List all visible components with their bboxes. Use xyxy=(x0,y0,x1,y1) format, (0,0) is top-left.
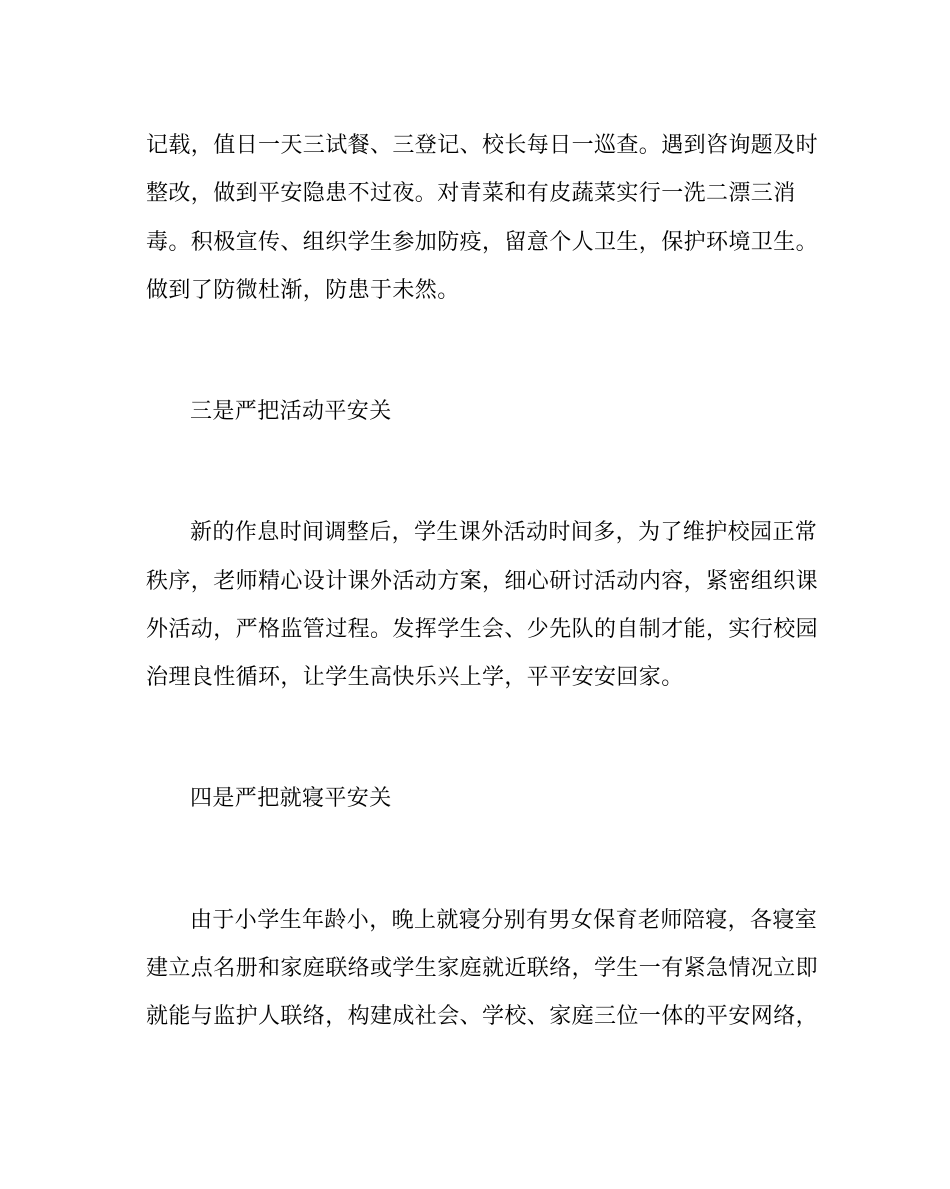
paragraph-line: 就能与监护人联络，构建成社会、学校、家庭三位一体的平安网络， xyxy=(146,1004,819,1029)
paragraph-line: 整改，做到平安隐患不过夜。对青菜和有皮蔬菜实行一洗二漂三消 xyxy=(146,181,796,206)
paragraph-line: 秩序，老师精心设计课外活动方案，细心研讨活动内容，紧密组织课 xyxy=(146,569,819,594)
paragraph-line: 建立点名册和家庭联络或学生家庭就近联络，学生一有紧急情况立即 xyxy=(146,956,819,981)
paragraph-line: 毒。积极宣传、组织学生参加防疫，留意个人卫生，保护环境卫生。 xyxy=(146,230,819,255)
paragraph-line: 新的作息时间调整后，学生课外活动时间多，为了维护校园正常 xyxy=(190,520,818,545)
paragraph-line: 治理良性循环，让学生高快乐兴上学，平平安安回家。 xyxy=(146,665,684,690)
section-heading-bedtime-safety: 四是严把就寝平安关 xyxy=(190,786,392,811)
paragraph-line: 做到了防微杜渐，防患于未然。 xyxy=(146,278,460,303)
paragraph-line: 记载，值日一天三试餐、三登记、校长每日一巡查。遇到咨询题及时 xyxy=(146,133,819,158)
section-heading-activity-safety: 三是严把活动平安关 xyxy=(190,399,392,424)
paragraph-line: 外活动，严格监管过程。发挥学生会、少先队的自制才能，实行校园 xyxy=(146,617,819,642)
paragraph-line: 由于小学生年龄小，晚上就寝分别有男女保育老师陪寝，各寝室 xyxy=(190,908,818,933)
